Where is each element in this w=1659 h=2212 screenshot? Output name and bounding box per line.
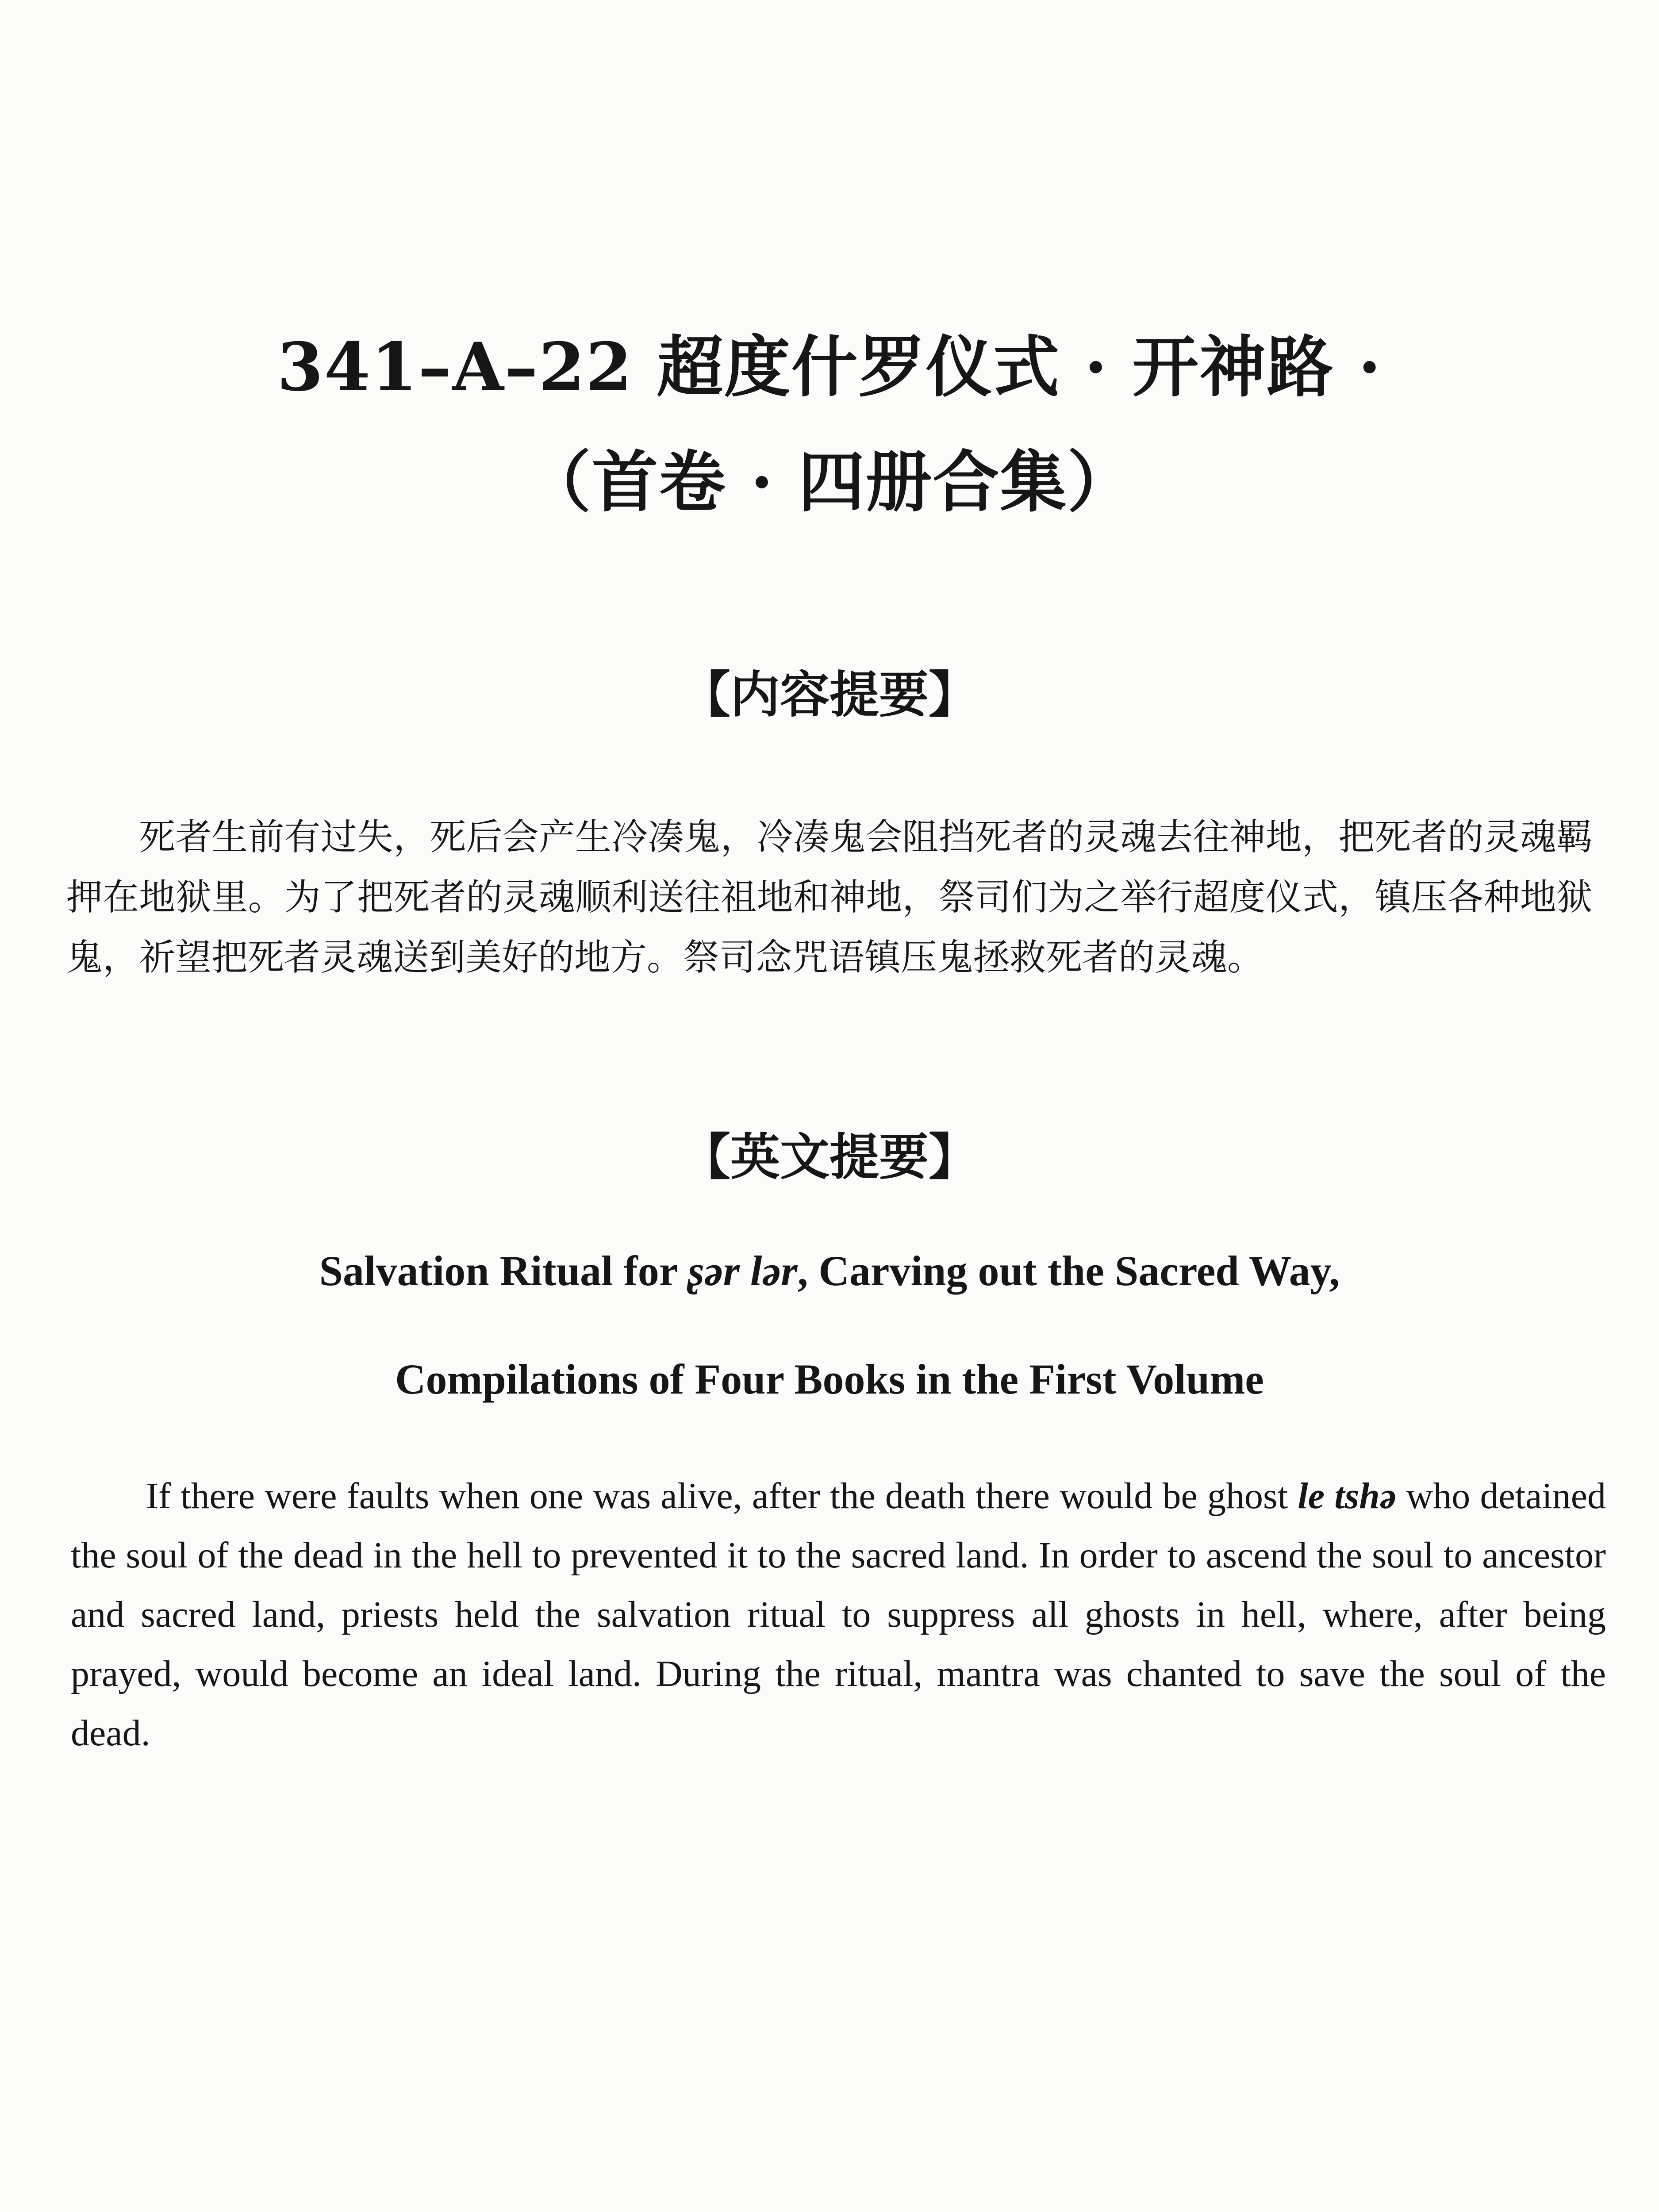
chinese-summary-heading: 【内容提要】 bbox=[681, 666, 978, 724]
english-summary-paragraph bbox=[71, 1467, 1606, 1763]
english-title-line-2: Compilations of Four Books in the First Volume bbox=[395, 1356, 1264, 1403]
chinese-summary-paragraph: 死者生前有过失，死后会产生冷凑鬼，冷凑鬼会阻挡死者的灵魂去往神地，把死者的灵魂羁押在地狱里。为了把死者的灵魂顺利送往祖地和神地，祭司们为之举行超度仪式，镇压各种地狱鬼，祈望把死者灵魂送到美好的地方。祭司念咒语镇压鬼拯救死者的灵魂。 bbox=[66, 816, 1593, 979]
english-paragraph-rest: who detained the soul of the dead in the hell to prevented it to the sacred land. In order to ascend the soul to ancestor and sacred land, priests held the salvation ritual to suppress all ghosts in hell, where, after being prayed, would become an ideal land. During the ritual, mantra was chanted to save the soul of the dead. bbox=[71, 1475, 1606, 1754]
english-paragraph-term: le tshə bbox=[1298, 1475, 1397, 1517]
english-title-prefix: Salvation Ritual for bbox=[319, 1247, 688, 1294]
english-paragraph-start: If there were faults when one was alive, after the death there would be ghost bbox=[146, 1475, 1298, 1517]
page-title-line-1: 341–A–22 超度什罗仪式 · 开神路 · bbox=[277, 328, 1382, 406]
english-title-term: ʂər lər bbox=[687, 1247, 798, 1294]
english-summary-heading: 【英文提要】 bbox=[681, 1129, 978, 1186]
english-title-line-1 bbox=[0, 1247, 1659, 1294]
english-title-suffix: , Carving out the Sacred Way, bbox=[797, 1247, 1340, 1294]
page-title-line-2: （首卷 · 四册合集） bbox=[524, 443, 1135, 521]
